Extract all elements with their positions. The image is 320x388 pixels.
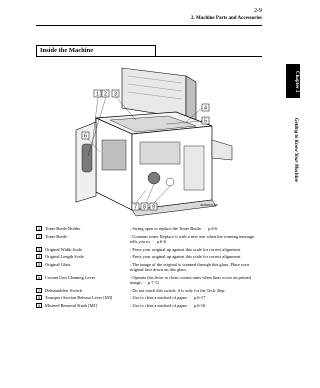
part-name: Original Glass [45, 261, 71, 267]
header-rule [36, 25, 262, 26]
part-desc-text: : Press your original up against this scale for correct alignment. [130, 246, 242, 252]
part-description [130, 303, 262, 308]
part-desc-text: : Swing open to replace the Toner Bottle. [130, 226, 203, 231]
part-name: Original Width Scale [45, 246, 83, 252]
callout-7 [132, 203, 139, 211]
part-number: 2 [37, 234, 41, 239]
callout-2 [102, 90, 109, 98]
part-name: Toner Bottle [45, 233, 68, 239]
callout-6-label: 6 [84, 133, 87, 140]
page-reference: ☞ p.6-16 [188, 302, 206, 308]
heading-rule [36, 56, 262, 57]
machine-illustration [36, 60, 262, 218]
callout-3-label: 3 [114, 91, 117, 98]
part-description [130, 262, 262, 273]
page-reference: ☞ p.6-6 [151, 239, 166, 244]
part-description [130, 234, 262, 245]
part-desc-text: : Do not touch this switch; it is only for the Tech. Rep. [130, 287, 226, 293]
callout-6 [82, 132, 89, 140]
callout-3 [112, 90, 119, 98]
part-desc-text: : Press your original up against this scale for correct alignment. [130, 254, 242, 260]
callout-1-label: 1 [96, 91, 99, 98]
part-number: 5 [37, 262, 41, 267]
figure-code: 4045P071AB [200, 203, 218, 207]
part-row-6 [36, 275, 262, 286]
part-desc-text: : The image of the original is scanned through this glass. Place your original face down on this glass. [130, 261, 250, 273]
page-reference: ☞ p.6-17 [188, 295, 206, 301]
machine-body [76, 112, 232, 216]
part-name: Dehumidifier Switch [45, 287, 82, 293]
part-desc-text: : Operate this lever to clean corona units when lines occur on printed image. [130, 274, 251, 286]
part-row-1 [36, 226, 262, 231]
part-number: 7 [37, 288, 41, 293]
part-number: 8 [37, 296, 41, 301]
callout-9 [150, 203, 157, 211]
part-number: 3 [37, 247, 41, 252]
part-description [130, 226, 262, 231]
page-reference: ☞ p.7-11 [142, 280, 160, 286]
part-row-4 [36, 254, 262, 259]
chapter-subtitle: Getting to Know Your Machine [293, 118, 298, 183]
part-number: 6 [37, 275, 41, 280]
part-desc-text: : Use to clear a misfeed of paper. [130, 302, 188, 308]
callout-4 [202, 104, 209, 112]
part-number: 1 [37, 227, 41, 231]
callout-2-label: 2 [104, 91, 107, 98]
part-row-8 [36, 295, 262, 300]
callout-5-label: 5 [204, 118, 207, 125]
part-name: Original Length Scale [45, 254, 84, 260]
part-name: Toner Bottle Holder [45, 226, 81, 231]
callout-5 [202, 117, 209, 125]
page-number: 2-9 [254, 8, 262, 14]
part-desc-text: : Use to clear a misfeed of paper. [130, 295, 188, 301]
page-reference: ☞ p.6-6 [203, 226, 218, 231]
part-number: 4 [37, 255, 41, 260]
callout-1 [94, 90, 101, 98]
callout-8 [141, 203, 148, 211]
part-description [130, 288, 262, 293]
part-name: Transport Section Release Lever [M3] [45, 295, 113, 301]
callout-8-label: 8 [143, 204, 146, 211]
part-row-2 [36, 234, 262, 245]
chapter-label: Chapter 2 [294, 71, 299, 93]
part-description [130, 247, 262, 252]
part-name: Misfeed Removal Knob [M1] [45, 302, 98, 308]
callout-4-label: 4 [204, 105, 207, 112]
parts-list [36, 226, 262, 311]
part-number: 9 [37, 303, 41, 308]
part-row-7 [36, 288, 262, 293]
part-row-9 [36, 303, 262, 308]
part-row-3 [36, 247, 262, 252]
section-title: 2. Machine Parts and Accessories [191, 16, 262, 21]
part-name: Corona Unit Cleaning Lever [45, 274, 96, 280]
callout-9-label: 9 [152, 204, 155, 211]
page-heading: Inside the Machine [40, 47, 94, 54]
part-description [130, 275, 262, 286]
part-description [130, 295, 262, 300]
part-description [130, 254, 262, 259]
callout-7-label: 7 [134, 204, 137, 211]
part-desc-text: : Contains toner. Replace it with a new one when the warning message tells you to. [130, 233, 255, 244]
part-row-5 [36, 262, 262, 273]
